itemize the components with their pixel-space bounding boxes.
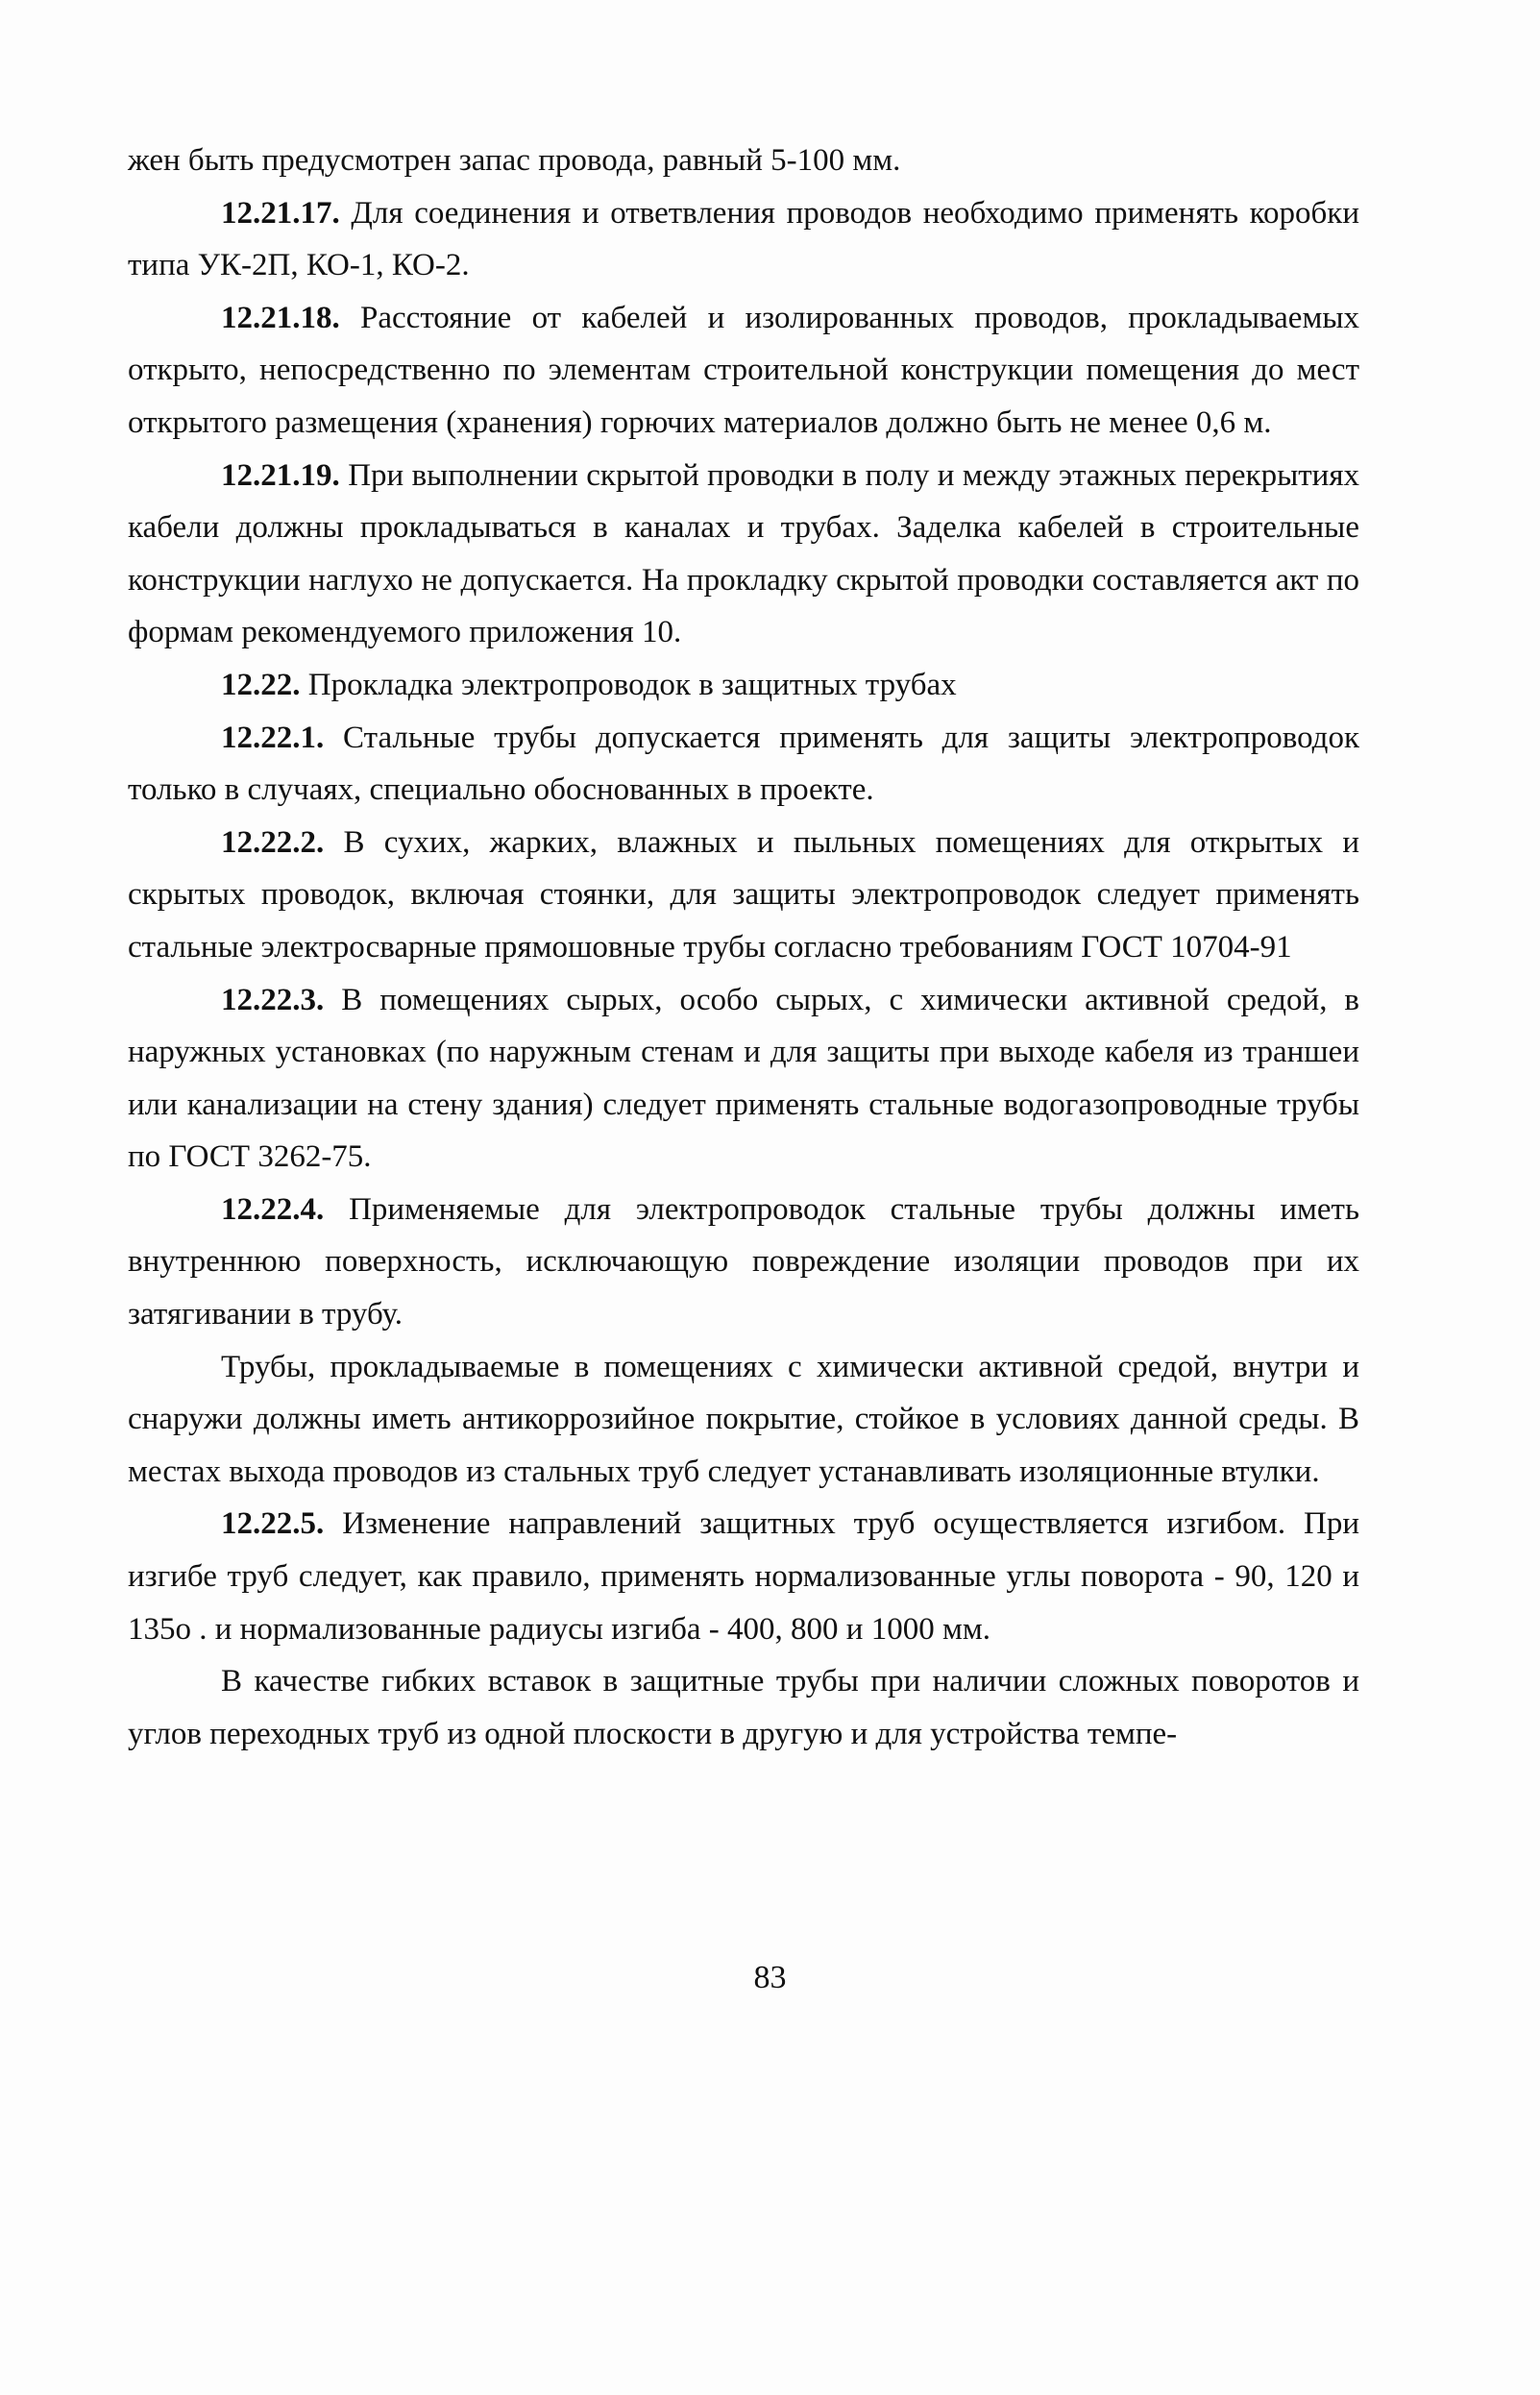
clause-number: 12.22. xyxy=(221,667,301,702)
paragraph-12-22-3 xyxy=(128,974,1359,1184)
paragraph-12-21-18 xyxy=(128,292,1359,450)
paragraph-text: Для соединения и ответвления проводов необходимо применять коробки типа УК-2П, КО-1, КО-2. xyxy=(128,195,1359,283)
paragraph-text: При выполнении скрытой проводки в полу и между этажных перекрытиях кабели должны прокладываться в каналах и трубах. Заделка кабелей в строительные конструкции наглухо не допускается. На прокладку скрытой проводки составляется акт по формам рекомендуемого приложения 10. xyxy=(128,457,1360,650)
page-body xyxy=(128,134,1359,1760)
paragraph-12-22-2 xyxy=(128,817,1359,974)
paragraph-text: Применяемые для электропроводок стальные трубы должны иметь внутреннюю поверхность, исключающую повреждение изоляции проводов при их затягивании в трубу. xyxy=(128,1191,1359,1332)
paragraph-text: Расстояние от кабелей и изолированных проводов, прокладываемых открыто, непосредственно по элементам строительной конструкции помещения до мест открытого размещения (хранения) горючих материалов должно быть не менее 0,6 м. xyxy=(128,300,1359,440)
clause-number: 12.21.19. xyxy=(221,457,340,493)
paragraph-12-22-1 xyxy=(128,712,1359,817)
paragraph-12-22-4 xyxy=(128,1184,1359,1341)
paragraph-pipes-coating xyxy=(128,1341,1359,1499)
paragraph-12-21-19 xyxy=(128,450,1359,659)
clause-number: 12.22.4. xyxy=(221,1191,325,1227)
paragraph-text: жен быть предусмотрен запас провода, равный 5-100 мм. xyxy=(128,143,901,178)
paragraph-text: Стальные трубы допускается применять для защиты электропроводок только в случаях, специально обоснованных в проекте. xyxy=(128,720,1360,808)
paragraph-flexible-inserts xyxy=(128,1655,1359,1760)
paragraph-text: В сухих, жарких, влажных и пыльных помещениях для открытых и скрытых проводок, включая стоянки, для защиты электропроводок следует применять стальные электросварные прямошовные трубы согласно требованиям ГОСТ 10704-91 xyxy=(128,824,1359,965)
clause-number: 12.22.3. xyxy=(221,982,325,1017)
paragraph-12-21-17 xyxy=(128,187,1359,292)
section-heading-12-22 xyxy=(128,659,1359,712)
clause-number: 12.22.1. xyxy=(221,720,325,755)
paragraph-text: В помещениях сырых, особо сырых, с химически активной средой, в наружных установках (по наружным стенам и для защиты при выходе кабеля из траншеи или канализации на стену здания) следует применять стальные водогазопроводные трубы по ГОСТ 3262-75. xyxy=(128,982,1360,1175)
clause-number: 12.22.5. xyxy=(221,1506,325,1542)
clause-number: 12.21.18. xyxy=(221,300,340,335)
paragraph-continuation xyxy=(128,134,1359,187)
clause-number: 12.22.2. xyxy=(221,824,325,860)
paragraph-text: В качестве гибких вставок в защитные трубы при наличии сложных поворотов и углов переходных труб из одной плоскости в другую и для устройства темпе- xyxy=(128,1664,1359,1751)
page-number: 83 xyxy=(753,1960,787,1995)
paragraph-text: Изменение направлений защитных труб осуществляется изгибом. При изгибе труб следует, как правило, применять нормализованные углы поворота - 90, 120 и 135о . и нормализованные радиусы изгиба - 400, 800 и 1000 мм. xyxy=(128,1506,1360,1647)
paragraph-12-22-5 xyxy=(128,1498,1359,1655)
paragraph-text: Трубы, прокладываемые в помещениях с химически активной средой, внутри и снаружи должны иметь антикоррозийное покрытие, стойкое в условиях данной среды. В местах выхода проводов из стальных труб следует устанавливать изоляционные втулки. xyxy=(128,1349,1359,1489)
section-heading-text: Прокладка электропроводок в защитных трубах xyxy=(307,667,957,702)
clause-number: 12.21.17. xyxy=(221,195,340,231)
